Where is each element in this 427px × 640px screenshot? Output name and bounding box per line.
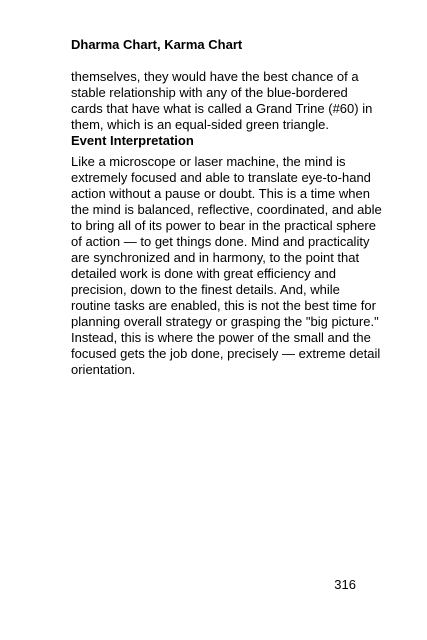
text-line: Instead, this is where the power of the small and the: [71, 330, 371, 345]
running-header: Dharma Chart, Karma Chart: [71, 37, 243, 52]
text-line: precision, down to the finest details. And, while: [71, 282, 340, 297]
text-line: Like a microscope or laser machine, the mind is: [71, 154, 346, 169]
text-line: detailed work is done with great efficiency and: [71, 266, 336, 281]
text-line: routine tasks are enabled, this is not the best time for: [71, 298, 376, 313]
paragraph-event-interpretation: [71, 154, 382, 378]
text-line: extremely focused and able to translate eye-to-hand: [71, 170, 371, 185]
text-line: stable relationship with any of the blue-bordered: [71, 85, 348, 100]
text-line: planning overall strategy or grasping the "big picture.": [71, 314, 379, 329]
text-line: are synchronized and in harmony, to the point that: [71, 250, 360, 265]
text-line: them, which is an equal-sided green triangle.: [71, 117, 329, 132]
text-line: action without a pause or doubt. This is a time when: [71, 186, 370, 201]
page-number: 316: [334, 577, 356, 592]
text-line: the mind is balanced, reflective, coordinated, and able: [71, 202, 382, 217]
section-heading: Event Interpretation: [71, 133, 194, 148]
text-line: orientation.: [71, 362, 136, 377]
paragraph-continuation: [71, 69, 371, 133]
text-line: to bring all of its power to bear in the practical sphere: [71, 218, 376, 233]
text-line: of action — to get things done. Mind and practicality: [71, 234, 370, 249]
text-line: themselves, they would have the best chance of a: [71, 69, 359, 84]
text-line: cards that have what is called a Grand Trine (#60) in: [71, 101, 373, 116]
text-line: focused gets the job done, precisely — extreme detail: [71, 346, 381, 361]
